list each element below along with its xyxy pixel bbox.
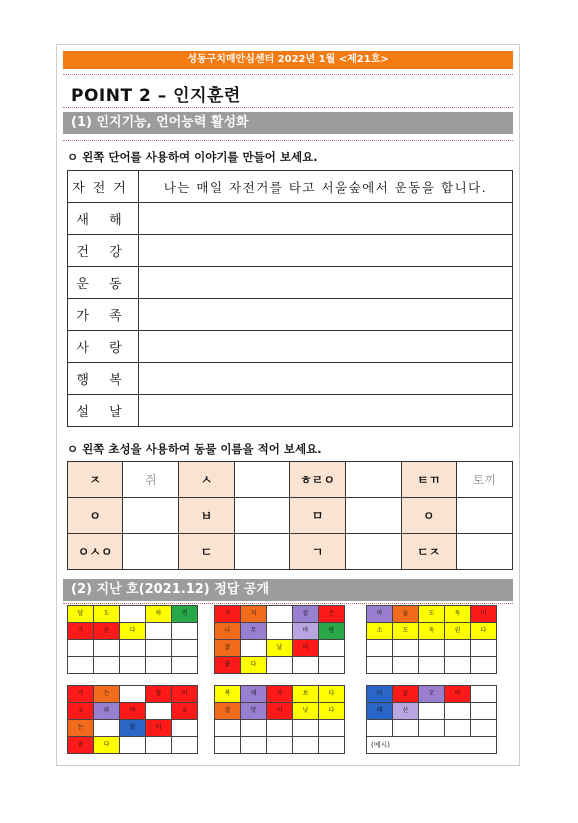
grid-cell: 도 — [419, 606, 445, 623]
grid-cell: 나 — [215, 623, 241, 640]
grid-cell — [267, 623, 293, 640]
grid-row — [215, 703, 345, 720]
grid-cell — [120, 686, 146, 703]
grid-row — [367, 686, 497, 703]
grid-cell — [471, 703, 497, 720]
initial-consonant-cell: ㄷㅈ — [401, 534, 456, 570]
grid-row — [215, 623, 345, 640]
animal-answer-field[interactable]: 쥐 — [123, 462, 179, 498]
grid-row — [367, 720, 497, 737]
word-row — [68, 331, 513, 363]
grid-cell: 산 — [393, 703, 419, 720]
grid-cell: 지 — [241, 606, 267, 623]
grid-cell: 은 — [319, 606, 345, 623]
grid-cell: 도 — [94, 606, 120, 623]
word-row — [68, 171, 513, 203]
sentence-answer-field[interactable] — [139, 203, 513, 235]
grid-row — [367, 657, 497, 674]
grid-cell — [319, 737, 345, 754]
dotted-divider — [63, 107, 513, 108]
grid-cell — [471, 686, 497, 703]
sentence-answer-field[interactable]: 나는 매일 자전거를 타고 서울숲에서 운동을 합니다. — [139, 171, 513, 203]
grid-cell — [146, 657, 172, 674]
grid-cell — [419, 720, 445, 737]
grid-cell — [120, 606, 146, 623]
grid-cell — [68, 640, 94, 657]
grid-cell: 끌 — [393, 686, 419, 703]
word-row — [68, 363, 513, 395]
word-row — [68, 395, 513, 427]
prompt-word: 설 날 — [68, 395, 139, 427]
grid-cell: 가 — [267, 686, 293, 703]
sentence-answer-field[interactable] — [139, 299, 513, 331]
grid-cell: 모 — [419, 686, 445, 703]
grid-cell: 다 — [319, 703, 345, 720]
grid-cell — [172, 720, 198, 737]
word-story-table — [67, 170, 513, 427]
initial-consonant-cell: ㅈ — [68, 462, 123, 498]
grid-cell: 아 — [445, 686, 471, 703]
dotted-divider — [63, 74, 513, 75]
initial-consonant-cell: ㅎㄹㅇ — [290, 462, 345, 498]
animal-answer-field[interactable] — [345, 534, 401, 570]
grid-cell: 날 — [267, 640, 293, 657]
header-banner: 성동구치매안심센터 2022년 1월 <제21호> — [63, 51, 513, 69]
animal-row — [68, 462, 513, 498]
dotted-divider — [63, 140, 513, 141]
grid-cell — [393, 640, 419, 657]
prompt-word: 새 해 — [68, 203, 139, 235]
grid-cell: 말 — [120, 720, 146, 737]
grid-cell: 는 — [94, 686, 120, 703]
grid-cell: 다 — [471, 623, 497, 640]
grid-cell — [471, 640, 497, 657]
grid-row — [215, 606, 345, 623]
prompt-word: 운 동 — [68, 267, 139, 299]
grid-cell — [241, 640, 267, 657]
initial-consonant-cell: ㄷ — [179, 534, 234, 570]
grid-cell — [319, 640, 345, 657]
grid-row — [367, 737, 497, 754]
answer-grid-1 — [67, 605, 198, 674]
word-row — [68, 267, 513, 299]
prompt-word: 행 복 — [68, 363, 139, 395]
initial-consonant-cell: ㅁ — [290, 498, 345, 534]
animal-answer-field[interactable]: 토끼 — [456, 462, 512, 498]
grid-cell: 무 — [241, 623, 267, 640]
grid-cell: 가 — [68, 623, 94, 640]
initial-consonant-cell: ㅇ — [68, 498, 123, 534]
grid-cell — [68, 657, 94, 674]
grid-cell: 다 — [120, 623, 146, 640]
animal-answer-field[interactable] — [123, 534, 179, 570]
prompt-word: 자전거 — [68, 171, 139, 203]
answer-grid-3 — [366, 605, 497, 674]
grid-cell: 권 — [445, 623, 471, 640]
answer-grid-2 — [214, 605, 345, 674]
section1-title: (1) 인지기능, 언어능력 활성화 — [63, 112, 513, 134]
grid-cell — [120, 640, 146, 657]
grid-cell — [172, 657, 198, 674]
grid-cell: 잘 — [293, 606, 319, 623]
grid-cell — [146, 640, 172, 657]
animal-answer-field[interactable] — [234, 534, 290, 570]
word-row — [68, 203, 513, 235]
initial-consonant-cell: ㅇㅅㅇ — [68, 534, 123, 570]
grid-cell: 는 — [68, 720, 94, 737]
animal-answer-field[interactable] — [345, 462, 401, 498]
grid-cell — [419, 703, 445, 720]
grid-cell: 바 — [293, 623, 319, 640]
grid-cell — [419, 640, 445, 657]
grid-cell — [393, 657, 419, 674]
grid-cell: 람 — [319, 623, 345, 640]
grid-cell: 소 — [367, 623, 393, 640]
grid-row — [68, 737, 198, 754]
grid-cell — [120, 657, 146, 674]
grid-cell: 가 — [68, 686, 94, 703]
grid-cell: 이 — [471, 606, 497, 623]
grid-cell: 둑 — [419, 623, 445, 640]
grid-row — [367, 640, 497, 657]
animal-answer-field[interactable] — [234, 462, 290, 498]
grid-cell — [94, 720, 120, 737]
grid-cell — [267, 737, 293, 754]
grid-cell: 야 — [120, 703, 146, 720]
grid-cell — [367, 720, 393, 737]
grid-cell: 잘 — [215, 640, 241, 657]
grid-cell — [367, 657, 393, 674]
grid-cell: 말 — [146, 686, 172, 703]
grid-cell: 티 — [367, 686, 393, 703]
grid-cell — [215, 720, 241, 737]
word-row — [68, 235, 513, 267]
grid-cell — [445, 720, 471, 737]
grid-cell: 보 — [293, 686, 319, 703]
prompt-word: 사 랑 — [68, 331, 139, 363]
grid-cell — [146, 623, 172, 640]
grid-row — [367, 623, 497, 640]
grid-cell: 낫 — [293, 703, 319, 720]
prompt-word: 가 족 — [68, 299, 139, 331]
grid-cell — [146, 737, 172, 754]
grid-cell: 이 — [293, 640, 319, 657]
animal-answer-field[interactable] — [456, 498, 512, 534]
grid-cell — [215, 737, 241, 754]
grid-cell: 태 — [367, 703, 393, 720]
grid-cell — [172, 623, 198, 640]
grid-cell: 다 — [94, 737, 120, 754]
initial-consonant-cell: ㅂ — [179, 498, 234, 534]
grid-row — [68, 720, 198, 737]
grid-cell: 가 — [215, 606, 241, 623]
grid-cell — [445, 657, 471, 674]
grid-cell: 채 — [241, 686, 267, 703]
grid-cell — [241, 720, 267, 737]
grid-row — [68, 623, 198, 640]
grid-row — [215, 640, 345, 657]
grid-cell — [471, 657, 497, 674]
grid-cell: 이 — [146, 720, 172, 737]
grid-cell — [445, 703, 471, 720]
grid-cell: 와 — [94, 703, 120, 720]
sentence-answer-field[interactable] — [139, 267, 513, 299]
grid-cell — [146, 703, 172, 720]
dotted-divider — [63, 603, 513, 604]
grid-row — [68, 686, 198, 703]
grid-cell: 운 — [94, 623, 120, 640]
word-row — [68, 299, 513, 331]
grid-cell — [120, 737, 146, 754]
grid-cell — [293, 657, 319, 674]
sentence-answer-field[interactable] — [139, 363, 513, 395]
answer-grid-4 — [67, 685, 198, 754]
grid-cell: 복 — [215, 686, 241, 703]
grid-row — [68, 657, 198, 674]
newsletter-page — [56, 44, 520, 766]
sample-label: (예시) — [367, 737, 497, 754]
grid-cell: 면 — [172, 606, 198, 623]
grid-cell — [471, 720, 497, 737]
grid-cell — [393, 720, 419, 737]
animal-answer-field[interactable] — [345, 498, 401, 534]
grid-cell: 춥 — [215, 657, 241, 674]
initial-consonant-animal-table — [67, 461, 513, 570]
grid-cell — [94, 640, 120, 657]
grid-cell — [319, 657, 345, 674]
grid-cell — [419, 657, 445, 674]
answer-grid-5 — [214, 685, 345, 754]
sentence-answer-field[interactable] — [139, 395, 513, 427]
page-title: POINT 2 – 인지훈련 — [71, 86, 241, 106]
animal-row — [68, 534, 513, 570]
grid-cell: 오 — [172, 703, 198, 720]
sentence-answer-field[interactable] — [139, 331, 513, 363]
grid-cell: 장 — [215, 703, 241, 720]
grid-cell — [293, 720, 319, 737]
grid-row — [215, 720, 345, 737]
grid-cell: 다 — [319, 686, 345, 703]
grid-row — [68, 640, 198, 657]
grid-cell: 맛 — [241, 703, 267, 720]
grid-row — [215, 657, 345, 674]
grid-cell — [367, 640, 393, 657]
initial-consonant-cell: ㄱ — [290, 534, 345, 570]
initial-consonant-cell: ㅅ — [179, 462, 234, 498]
grid-cell: 고 — [68, 703, 94, 720]
initial-consonant-cell: ㅌㄲ — [401, 462, 456, 498]
grid-row — [215, 686, 345, 703]
grid-cell — [172, 737, 198, 754]
grid-cell — [293, 737, 319, 754]
grid-cell: 바 — [367, 606, 393, 623]
animal-row — [68, 498, 513, 534]
initial-consonant-cell: ㅇ — [401, 498, 456, 534]
grid-cell — [319, 720, 345, 737]
grid-row — [68, 606, 198, 623]
grid-cell: 곱 — [68, 737, 94, 754]
grid-row — [367, 703, 497, 720]
prompt-word: 건 강 — [68, 235, 139, 267]
grid-cell — [241, 737, 267, 754]
grid-row — [68, 703, 198, 720]
grid-cell — [267, 720, 293, 737]
answer-grid-6 — [366, 685, 497, 754]
animal-answer-field[interactable] — [456, 534, 512, 570]
grid-cell — [94, 657, 120, 674]
grid-cell — [172, 640, 198, 657]
section1-instruction: ㅇ 왼쪽 단어를 사용하여 이야기를 만들어 보세요. — [67, 150, 318, 164]
sentence-answer-field[interactable] — [139, 235, 513, 267]
grid-cell: 달 — [68, 606, 94, 623]
grid-cell — [267, 657, 293, 674]
grid-cell: 늘 — [393, 606, 419, 623]
animal-instruction: ㅇ 왼쪽 초성을 사용하여 동물 이름을 적어 보세요. — [67, 442, 322, 456]
grid-cell: 다 — [241, 657, 267, 674]
animal-answer-field[interactable] — [123, 498, 179, 534]
grid-cell — [267, 606, 293, 623]
section2-title: (2) 지난 호(2021.12) 정답 공개 — [63, 579, 513, 601]
animal-answer-field[interactable] — [234, 498, 290, 534]
grid-cell: 하 — [146, 606, 172, 623]
grid-cell: 이 — [267, 703, 293, 720]
grid-cell: 둑 — [445, 606, 471, 623]
grid-row — [367, 606, 497, 623]
grid-row — [215, 737, 345, 754]
grid-cell — [445, 640, 471, 657]
grid-cell: 도 — [393, 623, 419, 640]
grid-cell: 이 — [172, 686, 198, 703]
